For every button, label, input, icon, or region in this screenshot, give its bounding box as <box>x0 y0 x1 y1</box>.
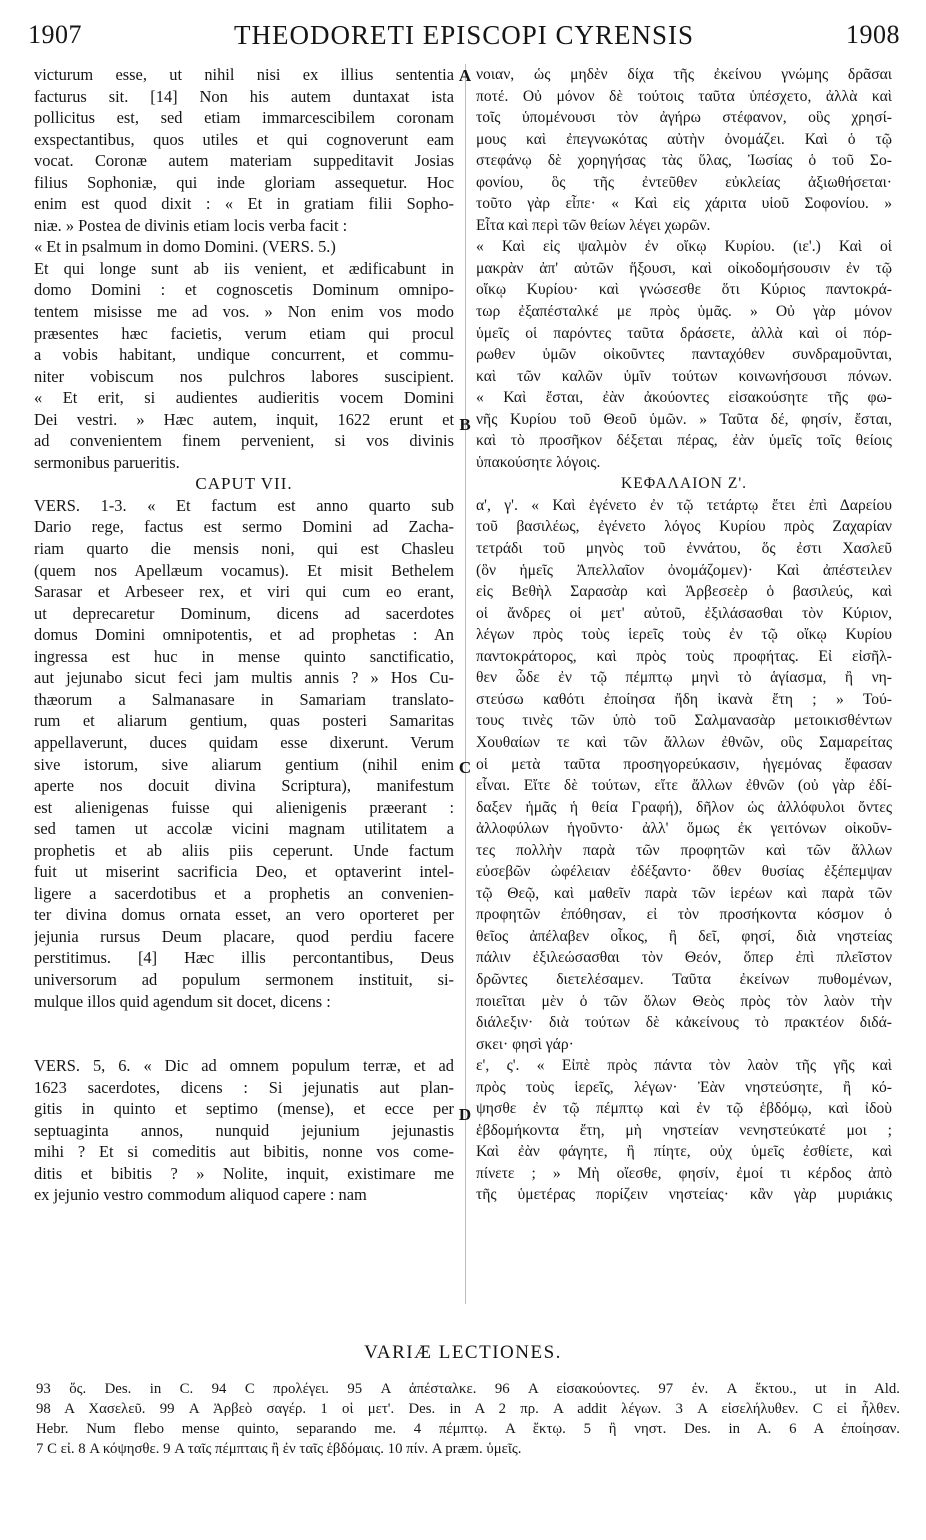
text-line: τωρ ἐξαπέσταλκέ με πρὸς ὑμᾶς. » Οὐ γὰρ μόνον <box>476 303 892 321</box>
text-line: ingressa est huc in mense quinto sanctificatio, <box>34 646 454 666</box>
variant-note-line: 7 C εἰ. 8 A κόψησθε. 9 A ταῖς πέμπταις ἢ ἐν ταῖς ἑβδόμαις. 10 πίν. A præm. ὑμεῖς. <box>36 1441 522 1457</box>
text-line: « Καὶ ἔσται, ἐὰν ἀκούοντες εἰσακούσητε τῆς φω- <box>476 389 892 407</box>
text-line: νῆς Κυρίου τοῦ Θεοῦ ὑμῶν. » Ταῦτα δέ, φησίν, ἔσται, <box>476 410 892 428</box>
text-line: τους τινὲς τῶν ὑπὸ τοῦ Σαλμανασὰρ μετοικισθέντων <box>476 712 892 730</box>
text-line: τῷ Θεῷ, καὶ μαθεῖν παρὰ τῶν ἱερέων καὶ παρὰ τῶν <box>476 884 892 902</box>
text-line: « Et erit, si audientes audieritis vocem Domini <box>34 388 454 408</box>
text-line: στεφάνῳ δὲ χορηγήσας τὰς ὕλας, Ἰωσίας ὁ τοῦ Σο- <box>476 152 892 170</box>
running-title: THEODORETI EPISCOPI CYRENSIS <box>233 20 695 50</box>
text-line: παντοκράτορος, καὶ πρὸς τοὺς προφήτας. Εἰ εἰσῆλ- <box>476 647 892 665</box>
text-line: ψησθε ἐν τῷ πέμπτῳ καὶ ἐν τῷ ἑβδόμῳ, καὶ ἰδοὺ <box>476 1100 892 1118</box>
text-line: τῆς ὑμετέρας πορίζειν νηστείας· κἂν γὰρ μυριάκις <box>476 1186 892 1204</box>
text-line: prophetis et ab aliis piis ceperunt. Unde factum <box>34 840 454 860</box>
text-line: στεύσω καθότι ἐποίησα ἤδη ἱκανὰ ἔτη ; » Τού- <box>476 690 892 708</box>
text-line: fuit ut miserint sacrificia Deo, et optaverint intel- <box>34 862 454 882</box>
text-line: perstitimus. [4] Hæc illis percontantibus, Deus <box>34 948 454 968</box>
text-line: sermonibus parueritis. <box>34 452 180 472</box>
text-line: thæorum a Salmanasare in Samariam translato- <box>34 689 454 709</box>
section-marker-a: A <box>458 66 472 85</box>
text-line: aperte nos docuit divina Scriptura), manifestum <box>34 776 454 796</box>
text-line: οἴκῳ Κυρίου· καὶ γνώσεσθε ὅτι Κύριος παντοκρά- <box>476 281 892 299</box>
text-line: niter vobiscum nos pulchros labores suscipient. <box>34 366 454 386</box>
text-line: septuaginta annos, nunquid jejunium jejunastis <box>34 1120 454 1140</box>
text-line: VERS. 1-3. « Et factum est anno quarto sub <box>34 495 454 515</box>
page-number-left: 1907 <box>28 20 82 49</box>
text-line: τες πολλὴν παρὰ τῶν προφητῶν καὶ τῶν ἄλλων <box>476 841 892 859</box>
text-line: οἱ ἄνδρες οἱ μετ' αὐτοῦ, ἐξιλάσασθαι τὸν Κύριον, <box>476 604 892 622</box>
section-marker-b: B <box>459 415 471 434</box>
text-line: ΚΕΦΑΛΑΙΟΝ Ζ'. <box>620 475 748 493</box>
text-line: Et qui longe sunt ab iis venient, et ædificabunt in <box>34 258 454 278</box>
text-line: est alienigenas fuisse qui alienigenis præerant : <box>34 797 454 817</box>
text-line: οἱ μετὰ ταῦτα προσηγορεύκασιν, ἡγεμόνας ἔφασαν <box>476 755 892 773</box>
text-line: ut deprecaretur Dominum, dicens ad sacerdotes <box>34 603 454 623</box>
text-line: Sarasar et Arbeseer rex, et viri qui cum eo erant, <box>34 582 454 602</box>
section-marker-c: C <box>458 758 472 777</box>
variant-note-line: Hebr. Num flebo mense quinto, separando me. 4 πέμπτῳ. A ἕκτῳ. 5 ἢ νηστ. Des. in A. 6 A ἐποίησαν. <box>36 1421 900 1437</box>
text-line: appellaverunt, duces quidam esse dixerunt. Verum <box>34 732 454 752</box>
text-line: προφητῶν ἐπόθησαν, εἰ τὸν προσήκοντα κόσμον ὁ <box>476 906 892 924</box>
text-line: tentem misisse me ad vos. » Non enim vos modo <box>34 302 454 322</box>
text-line: Εἶτα καὶ περὶ τῶν θείων λέγει χωρῶν. <box>476 216 711 234</box>
text-line: θεν ὧδε ἐν τῷ πέμπτῳ μηνὶ τὸ ἁγίασμα, ἢ νη- <box>476 669 892 687</box>
text-line: τοῦ βασιλέως, ἐγένετο λόγος Κυρίου πρὸς Ζαχαρίαν <box>476 518 892 536</box>
text-line: enim est quod dixit : « Et in gratiam filii Sopho- <box>34 194 454 214</box>
text-line: ἑβδομήκοντα ἔτη, μὴ νηστείαν νενηστεύκατέ μοι ; <box>476 1121 892 1139</box>
text-line: Dario rege, factus est sermo Domini ad Zacha- <box>34 517 454 537</box>
text-line: CAPUT VII. <box>195 474 293 494</box>
text-line: πίνετε ; » Μὴ οἴεσθε, φησίν, ἐμοί τι κέρδος ἀπὸ <box>476 1164 892 1182</box>
text-line: Χουθαίων τε καὶ τῶν ἄλλων ἐθνῶν, οὓς Σαμαρείτας <box>476 733 892 751</box>
text-line: ἀλλοφύλων ἡγοῦντο· ἀλλ' ὅμως ἐκ γειτόνων οἰκοῦν- <box>476 820 892 838</box>
text-line: εὐσεβῶν ὠφέλειαν ἐδέξαντο· ὅθεν θυσίας ἐξέπεμψαν <box>476 863 892 881</box>
text-line: σκει· φησὶ γάρ· <box>476 1035 574 1053</box>
text-line: mihi ? Et si comeditis aut bibitis, nonne vos come- <box>34 1142 454 1162</box>
text-line: « Καὶ εἰς ψαλμὸν ἐν οἴκῳ Κυρίου. (ιε'.) Καὶ οἱ <box>476 238 892 256</box>
text-line: exspectantibus, quos utiles et qui cognoverunt eam <box>34 129 454 149</box>
text-line: πρὸς τοὺς ἱερεῖς, λέγων· Ἐὰν νηστεύσητε, ἢ κό- <box>476 1078 892 1096</box>
text-line: δαξεν ἡμᾶς ἡ θεία Γραφή), δῆλον ὡς ἀλλόφυλοι ὄντες <box>476 798 892 816</box>
text-line: ad convenientem finem pervenient, si vos divinis <box>34 431 454 451</box>
text-line: jejunia rursus Deum placare, quod perdiu facere <box>34 926 454 946</box>
text-line: victurum esse, ut nihil nisi ex illius sententia <box>34 65 454 84</box>
text-line: domus Domini omnipotentis, et ad prophetas : An <box>34 625 454 645</box>
text-line: riam quarto die mensis noni, qui est Chasleu <box>34 539 454 559</box>
text-line: a vobis habitant, undique concurrent, et commu- <box>34 345 454 365</box>
text-line: pollicitus est, sed etiam immarcescibilem coronam <box>34 108 454 128</box>
text-line: Καὶ ἐὰν φάγητε, ἢ πίητε, οὐχ ὑμεῖς ἐσθίετε, καὶ <box>476 1143 892 1161</box>
text-line: τοῖς ὑπομένουσι τὸν ἀγήρω στέφανον, οὓς χρησί- <box>476 109 892 127</box>
text-line: rum et aliarum gentium, quas posteri Samaritas <box>34 711 454 731</box>
text-line: sed tamen ut accolæ vicini magnam utilitatem a <box>34 819 454 839</box>
text-line: φονίου, ὃς τῆς ἐντεῦθεν εὐκλείας ἀξιωθήσεται· <box>476 173 892 191</box>
variant-note-line: 93 ὅς. Des. in C. 94 C προλέγει. 95 A ἀπέσταλκε. 96 A εἰσακούοντες. 97 ἐν. A ἕκτου., ut in Ald. <box>36 1381 900 1397</box>
text-line <box>34 1034 454 1056</box>
text-line: 1623 sacerdotes, dicens : Si jejunatis aut plan- <box>34 1077 454 1097</box>
text-line: ligere a sacerdotibus et a prophetis an convenien- <box>34 883 454 903</box>
text-line: ter divina domus ornata esset, an vero oporteret per <box>34 905 454 925</box>
text-line: præsentes hæc facietis, verum etiam qui procul <box>34 323 454 343</box>
text-line: θεῖος ἀπέλαβεν οἶκος, ἢ δεῖ, φησί, διὰ νηστείας <box>476 927 892 945</box>
text-line: εἰς Βεθὴλ Σαρασὰρ καὶ Ἀρβεσεὲρ ὁ βασιλεύς, καὶ <box>476 583 892 601</box>
text-line: ex jejunio vestro commodum aliquod capere : nam <box>34 1185 367 1205</box>
text-line: ὑπακούσητε λόγοις. <box>476 453 601 471</box>
text-line: α', γ'. « Καὶ ἐγένετο ἐν τῷ τετάρτῳ ἔτει ἐπὶ Δαρείου <box>476 496 892 514</box>
text-line: δρῶντες διετελέσαμεν. Ταῦτα ἐκείνων πυθομένων, <box>476 970 892 988</box>
text-line: μακρὰν ἀπ' αὐτῶν ἥξουσι, καὶ οἰκοδομήσουσιν ἐν τῷ <box>476 259 892 277</box>
variant-note-line: 98 A Χασελεῦ. 99 A Ἀρβεὸ σαγέρ. 1 οἱ μετ'. Des. in A 2 πρ. A addit λέγων. 3 A εἰσελήλυθεν. C εἰ ἦλθεν. <box>36 1401 900 1417</box>
text-line: mulque illos quid agendum sit docet, dicens : <box>34 991 331 1011</box>
text-line: niæ. » Postea de divinis etiam locis verba facit : <box>34 215 348 235</box>
text-line: καὶ τῶν καλῶν ὑμῖν τούτων κοινωνήσουσι πόνων. <box>476 367 892 385</box>
text-line: τετράδι τοῦ μηνὸς τοῦ ἐννάτου, ὅς ἐστι Χασλεῦ <box>476 540 892 558</box>
text-line: εἶναι. Εἴτε δὲ τούτων, εἴτε ἄλλων ἐθνῶν (οὐ γὰρ ἐδί- <box>476 777 892 795</box>
text-line: λέγων πρὸς τοὺς ἱερεῖς τοὺς ἐν τῷ οἴκῳ Κυρίου <box>476 626 892 644</box>
text-line: Dei vestri. » Hæc autem, inquit, 1622 erunt et <box>34 409 454 429</box>
text-line <box>34 1012 454 1034</box>
text-line: ποτέ. Οὐ μόνον δὲ τούτοις ταῦτα ὑπέσχετο, ἀλλὰ καὶ <box>476 87 892 105</box>
text-line: « Et in psalmum in domo Domini. (VERS. 5.) <box>34 237 336 257</box>
text-line: filius Sophoniæ, qui inde gloriam assequetur. Hoc <box>34 172 454 192</box>
text-line: domo Domini : et cognoscetis Dominum omnipo- <box>34 280 454 300</box>
greek-column <box>476 64 892 1206</box>
variae-lectiones-heading: VARIÆ LECTIONES. <box>364 1342 562 1363</box>
text-line: ὑμεῖς οἱ παρόντες ταῦτα δράσετε, ἀλλὰ καὶ οἱ πόρ- <box>476 324 892 342</box>
text-line: aut jejunabo sicut feci jam multis annis ? » Hos Cu- <box>34 668 454 688</box>
text-line: ditis et bibitis ? » Nolite, inquit, existimare me <box>34 1163 454 1183</box>
text-line: universorum ad populum sermonem instituit, si- <box>34 969 454 989</box>
text-line: ρωθεν ὑμῶν οἰκοῦντες πανταχόθεν συνδραμοῦνται, <box>476 346 892 364</box>
text-line: μους καὶ ἐπεγνωκότας αὐτὴν ὀνομάζει. Καὶ ὁ τῷ <box>476 130 892 148</box>
text-line: sive istorum, sive aliarum gentium (nihil enim <box>34 754 454 774</box>
section-marker-d: D <box>458 1105 472 1124</box>
text-line: vocat. Coronæ autem materiam suppeditavit Josias <box>34 151 454 171</box>
text-line: καὶ τὸ προσῆκον δέξεται πέρας, ἐὰν ὑμεῖς τοῖς θείοις <box>476 432 892 450</box>
variae-lectiones-notes <box>36 1379 900 1459</box>
text-line: (ὃν ἡμεῖς Ἀπελλαῖον ὀνομάζομεν)· Καὶ ἀπέστειλεν <box>476 561 892 579</box>
text-line: facturus sit. [14] Non his autem duntaxat ista <box>34 86 454 106</box>
text-line: gitis in quinto et septimo (mense), et ecce per <box>34 1099 454 1119</box>
text-line: ε', ς'. « Εἰπὲ πρὸς πάντα τὸν λαὸν τῆς γῆς καὶ <box>476 1057 892 1075</box>
text-line: VERS. 5, 6. « Dic ad omnem populum terræ, et ad <box>34 1056 454 1076</box>
latin-column <box>34 64 454 1206</box>
page-number-right: 1908 <box>846 20 900 49</box>
text-line: διάλεξιν· διὰ τούτων δὲ κἀκείνους τὸ πρακτέον διδά- <box>476 1014 892 1032</box>
text-line: πάλιν ἐξιλεώσασθαι τὸν Θεόν, ὅπερ ἐπὶ πλεῖστον <box>476 949 892 967</box>
text-line: (quem nos Apellæum vocamus). Et misit Bethelem <box>34 560 454 580</box>
text-line: τοῦτο γὰρ εἶπε· « Καὶ εἰς χάριτα υἱοῦ Σοφονίου. » <box>476 195 892 213</box>
text-line: νοιαν, ὡς μηδὲν δίχα τῆς ἐκείνου γνώμης δρᾶσαι <box>476 66 892 83</box>
text-line: ποιεῖται μὲν ὁ τῶν ὅλων Θεὸς πρὸς τὸν λαὸν τὴν <box>476 992 892 1010</box>
page-header <box>28 20 900 60</box>
